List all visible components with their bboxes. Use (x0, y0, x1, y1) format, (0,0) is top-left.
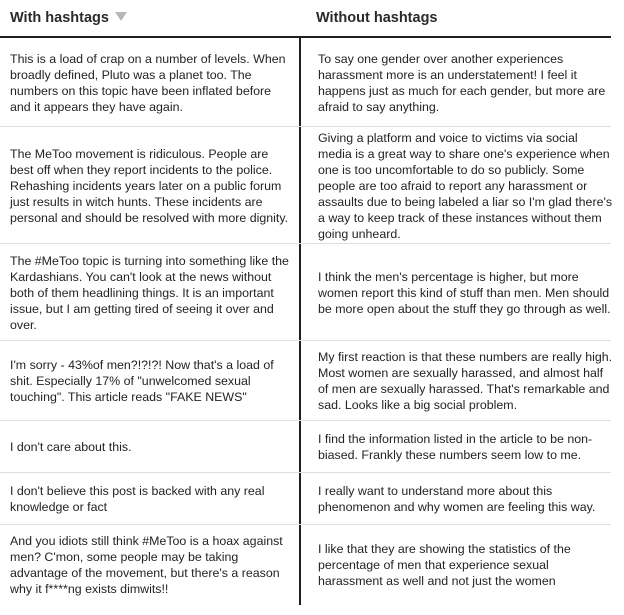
cell-text: I think the men's percentage is higher, but more women report this kind of stuff than men. Men should be more open about the stuff they go through as well. (318, 269, 611, 316)
cell-text: This is a load of crap on a number of levels. When broadly defined, Pluto was a planet too. The numbers on this topic have been inflated before and it appears they have again. (10, 51, 286, 114)
cell-without-hashtags (300, 473, 624, 525)
cell-text: To say one gender over another experiences harassment more is an understatement! I feel it happens just as much for each gender, but more are afraid to say anything. (318, 51, 606, 114)
cell-text: The #MeToo topic is turning into something like the Kardashians. You can't look at the news without both of them headlining things. It is an important issue, but I am getting tired of seeing it over and over. (10, 253, 289, 332)
cell-text: I like that they are showing the statistics of the percentage of men that experience sexual harassment as well and not just the women (318, 542, 571, 588)
cell-text: My first reaction is that these numbers are really high. Most women are sexually harassed, and almost half of men are sexually harassed. That's remarkable and sad. Looks like a big social problem. (318, 350, 613, 412)
column-header-label: Without hashtags (316, 10, 438, 26)
table-row (0, 127, 624, 244)
cell-without-hashtags (300, 38, 624, 127)
sort-down-icon[interactable] (115, 12, 127, 21)
table-row (0, 244, 624, 341)
cell-text: I find the information listed in the article to be non-biased. Frankly these numbers seem low to me. (318, 432, 593, 462)
table-header (0, 0, 624, 36)
table-row (0, 38, 624, 127)
table-row (0, 473, 624, 525)
cell-with-hashtags (0, 341, 300, 421)
cell-without-hashtags (300, 525, 624, 605)
cell-without-hashtags (300, 421, 624, 473)
cell-without-hashtags (300, 127, 624, 244)
table-body (0, 38, 624, 605)
cell-text: And you idiots still think #MeToo is a hoax against men? C'mon, some people may be taking advantage of the movement, but there's a reason why it f****ng exists dimwits!! (10, 534, 283, 596)
cell-text: I don't care about this. (10, 440, 132, 454)
column-header-without-hashtags[interactable] (300, 10, 624, 26)
cell-without-hashtags (300, 244, 624, 341)
cell-text: I don't believe this post is backed with any real knowledge or fact (10, 484, 265, 514)
cell-text: The MeToo movement is ridiculous. People are best off when they report incidents to the police. Rehashing incidents years later on a public forum just results in witch hunts. These incidents are personal and should be resolved with more dignity. (10, 146, 289, 225)
cell-with-hashtags (0, 421, 300, 473)
cell-text: Giving a platform and voice to victims via social media is a great way to share one's experience when one is too uncomfortable to do so publicly. Some people are too afraid to report any harassment or assaults due to being labeled a liar so I'm glad there's a way to keep track of these instances without them going unheard. (318, 130, 613, 241)
cell-with-hashtags (0, 244, 300, 341)
table-row (0, 525, 624, 605)
table-row (0, 421, 624, 473)
cell-with-hashtags (0, 525, 300, 605)
cell-with-hashtags (0, 473, 300, 525)
cell-text: I'm sorry - 43%of men?!?!?! Now that's a load of shit. Especially 17% of "unwelcomed sexual touching". This article reads "FAKE NEWS" (10, 358, 274, 404)
column-header-with-hashtags[interactable] (0, 10, 300, 26)
cell-text: I really want to understand more about this phenomenon and why women are feeling this way. (318, 484, 596, 514)
cell-with-hashtags (0, 127, 300, 244)
column-header-label: With hashtags (10, 10, 109, 26)
cell-with-hashtags (0, 38, 300, 127)
table-row (0, 341, 624, 421)
cell-without-hashtags (300, 341, 624, 421)
